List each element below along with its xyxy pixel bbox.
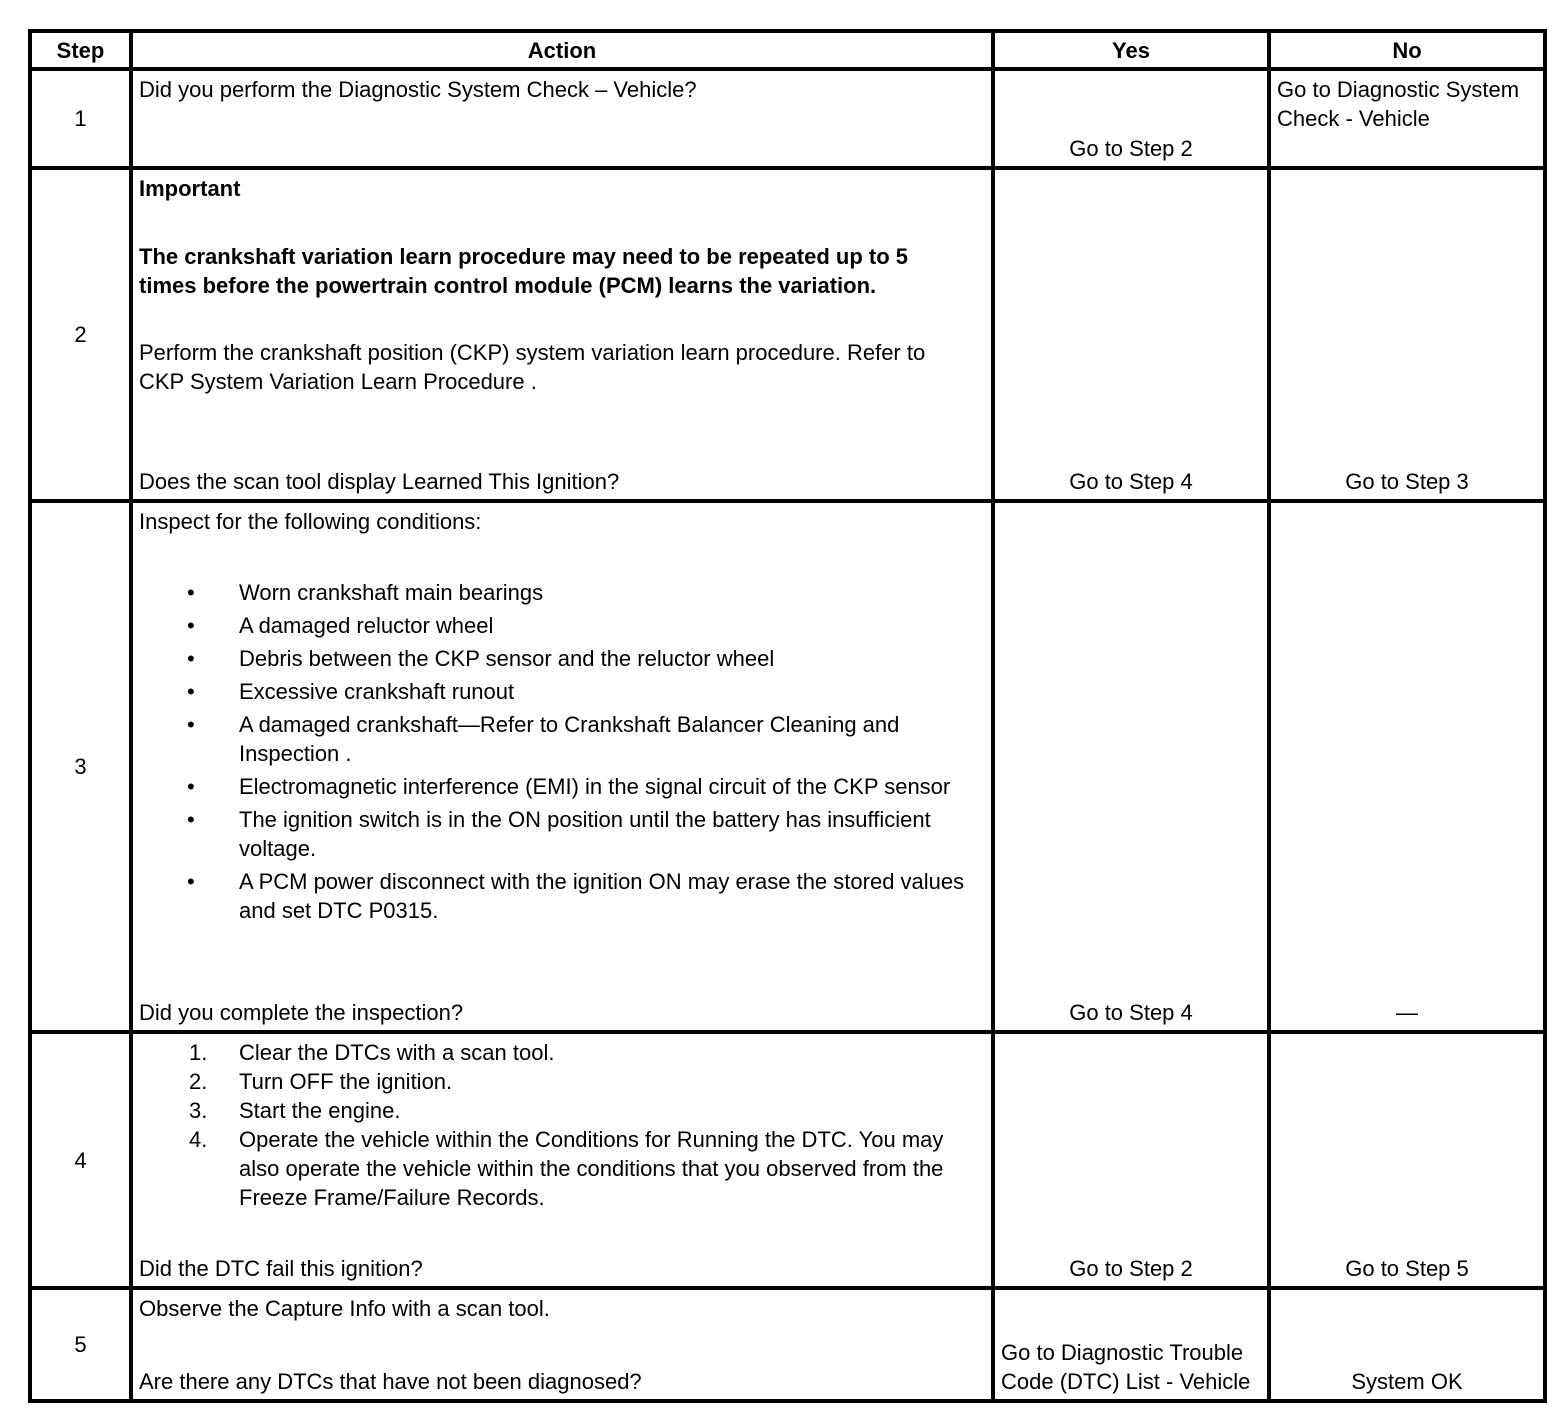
header-action: Action [131,31,993,69]
step-number: 4 [30,1032,131,1288]
action-question: Are there any DTCs that have not been diagnosed? [139,1369,642,1394]
action-cell [131,501,993,1032]
list-item: 3. Start the engine. [189,1098,401,1123]
list-item: • A damaged crankshaft—Refer to Crankshaft Balancer Cleaning and Inspection . [187,712,900,766]
list-item: • Debris between the CKP sensor and the reluctor wheel [187,646,775,671]
list-item: • Excessive crankshaft runout [187,679,515,704]
bullet-icon: • [187,679,195,704]
action-cell [131,1032,993,1288]
action-text: Did you perform the Diagnostic System Check – Vehicle? [139,77,697,102]
important-label: Important [139,176,241,201]
list-item: • The ignition switch is in the ON position until the battery has insufficient voltage. [187,807,931,861]
diagnostic-table [28,29,1547,1403]
table-row [30,69,1545,168]
yes-cell: Go to Step 4 [993,168,1269,501]
list-item: 2. Turn OFF the ignition. [189,1069,453,1094]
action-cell [131,1288,993,1401]
no-cell: Go to Step 5 [1269,1032,1545,1288]
yes-cell: Go to Step 4 [993,501,1269,1032]
table-row [30,1288,1545,1401]
header-no: No [1269,31,1545,69]
step-number: 1 [30,69,131,168]
bullet-icon: • [187,580,195,605]
list-item: • A PCM power disconnect with the ignition ON may erase the stored values and set DTC P0315. [187,869,965,923]
list-item: 4. Operate the vehicle within the Conditions for Running the DTC. You may also operate the vehicle within the conditions that you observed from the Freeze Frame/Failure Records. [189,1127,944,1210]
bullet-icon: • [187,613,195,638]
action-question: Did the DTC fail this ignition? [139,1256,423,1281]
list-item: 1. Clear the DTCs with a scan tool. [189,1040,555,1065]
step-number: 2 [30,168,131,501]
important-text: The crankshaft variation learn procedure may need to be repeated up to 5 times before the powertrain control module (PCM) learns the variation. [139,244,908,298]
list-item: • Electromagnetic interference (EMI) in the signal circuit of the CKP sensor [187,774,951,799]
header-step: Step [30,31,131,69]
action-text: Inspect for the following conditions: [139,509,482,534]
bullet-icon: • [187,646,195,671]
table-row [30,168,1545,501]
no-cell: Go to Step 3 [1269,168,1545,501]
no-cell: Go to Diagnostic System Check - Vehicle [1269,69,1545,168]
action-cell [131,69,993,168]
no-cell: System OK [1269,1288,1545,1401]
procedure-list [139,1038,985,1212]
bullet-icon: • [187,807,195,832]
step-number: 5 [30,1288,131,1401]
action-question: Does the scan tool display Learned This Ignition? [139,469,620,494]
step-number: 3 [30,501,131,1032]
header-row [30,31,1545,69]
table-row [30,1032,1545,1288]
condition-list [139,578,985,929]
action-question: Did you complete the inspection? [139,1000,464,1025]
bullet-icon: • [187,869,195,894]
list-item: • A damaged reluctor wheel [187,613,494,638]
yes-cell: Go to Diagnostic Trouble Code (DTC) List - Vehicle [993,1288,1269,1401]
no-cell: — [1269,501,1545,1032]
list-item: • Worn crankshaft main bearings [187,580,544,605]
yes-cell: Go to Step 2 [993,69,1269,168]
bullet-icon: • [187,712,195,737]
action-cell [131,168,993,501]
bullet-icon: • [187,774,195,799]
yes-cell: Go to Step 2 [993,1032,1269,1288]
action-text: Perform the crankshaft position (CKP) system variation learn procedure. Refer to CKP System Variation Learn Procedure . [139,340,926,394]
header-yes: Yes [993,31,1269,69]
table-row [30,501,1545,1032]
action-text: Observe the Capture Info with a scan tool. [139,1296,550,1321]
